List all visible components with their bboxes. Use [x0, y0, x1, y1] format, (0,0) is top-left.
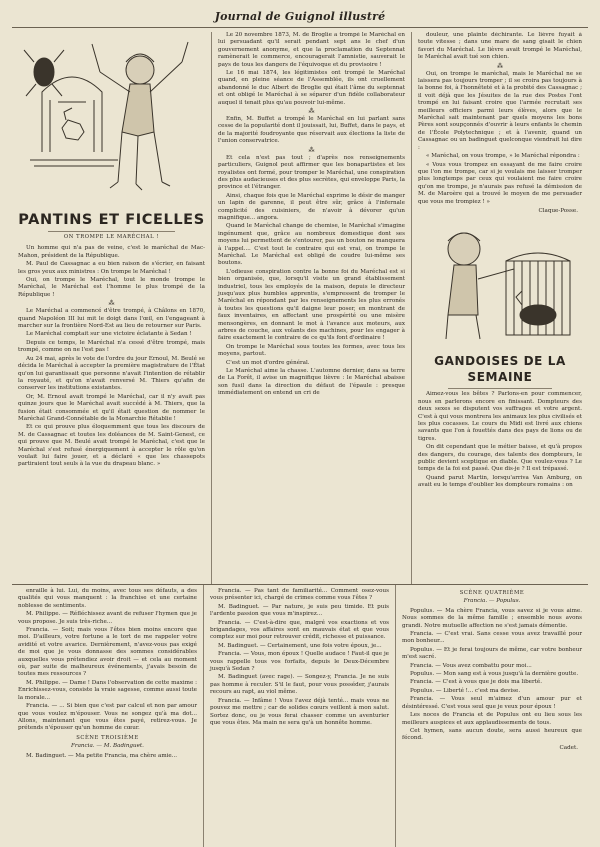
- paragraph: Au 24 mai, après le vote de l'ordre du jour Ernoul, M. Beulé se décida le Maréchal à accepter la première magistrature de l'État qu'on lui garantissait que personne n'avait l'intention de rétablir la royauté, et qu'on n'avait renversé M. Thiers qu'afin de conserver les institutions existantes.: [18, 355, 205, 392]
- paragraph: M. Philippe. — Réfléchissez avant de refuser l'hymen que je vous propose. Je suis très-riche...: [18, 611, 197, 625]
- top-section: [12, 32, 588, 585]
- asterism: ⁂: [108, 300, 115, 308]
- paragraph: Francia. — Vous avez combattu pour moi...: [410, 662, 532, 669]
- paragraph: C'est un mot d'ordre général.: [226, 359, 310, 366]
- paragraph: Enfin, M. Buffet a trompé le Maréchal en lui parlant sans cesse de la popularité dont il jouissait, lui, Buffet, dans le pays, et de la majorité foudroyante que réservait aux élections la liste de l'union conservatrice.: [218, 116, 405, 145]
- masthead: Journal de Guignol illustré: [12, 10, 588, 28]
- article-subhead: ON TROMPE LE MARÉCHAL !: [63, 234, 160, 240]
- author-signature: Cadet.: [559, 744, 578, 751]
- asterism: ⁂: [308, 146, 315, 154]
- bottom-column-3: [396, 585, 588, 847]
- paragraph: Francia. — ... Si bien que c'est par calcul et non par amour que vous voulez m'épouser. Vous ne songez qu'à ma dot... Allons, maintenant que vous êtes payé, retirez-vous. Je prétends n'épouser qu'un homme de cœur.: [18, 703, 197, 732]
- paragraph: M. Badinguet. — Certainement, une fois votre époux, je...: [218, 642, 382, 649]
- paragraph: Les noces de Francia et de Populus ont eu lieu sous les meilleurs auspices et aux applaudissements de tous.: [402, 712, 582, 726]
- paragraph: douleur, une plainte déchirante. Le lièvre fuyait à toute vitesse ; dans une mare de sang gisait le chien favori du Maréchal. Le lièvre avait trompé le Maréchal, le Maréchal avait tué son chien.: [418, 32, 582, 61]
- paragraph: Francia. — Soit; mais vous l'êtes bien moins encore que moi. D'ailleurs, votre fortune a le tort de me rappeler votre avidité et votre avarice. Dernièrement, n'avez-vous pas exigé de moi que je vous donnasse des sommes considérables auxquelles vous prétendiez avoir droit — et cela au moment où, par suite de malheureux événements, j'avais besoin de toutes mes ressources ?: [18, 627, 197, 678]
- paragraph: « Maréchal, on vous trompe, » le Maréchal répondra :: [426, 153, 580, 160]
- scene-heading: SCÈNE QUATRIÈME: [459, 590, 525, 596]
- article-title: PANTINS ET FICELLES: [18, 212, 205, 228]
- paragraph: On trompe le Maréchal sous toutes les formes, avec tous les moyens, partout.: [218, 343, 405, 358]
- paragraph: Or, M. Ernoul avait trompé le Maréchal, car il n'y avait pas quinze jours que le Maréchal avait succédé à M. Thiers, que la fusion était consommée et qu'il était question de nommer le Maréchal Grand-Connétable de la Monarchie Rétablie !: [18, 393, 205, 422]
- paragraph: Francia. — Vous, mon époux ! Quelle audace ! Faut-il que je vous rappelle tous vos forfaits, depuis le Deux-Décembre jusqu'à Sedan ?: [210, 651, 389, 673]
- paragraph: Populus. — Ma chère Francia, vous savez si je vous aime. Nous sommes de la même famille ; ensemble nous avons grandi. Notre mutuelle affection ne s'est jamais démentie.: [402, 607, 582, 629]
- paragraph: M. Badinguet. — Ma petite Francia, ma chère amie...: [26, 752, 178, 759]
- paragraph: Quand le Maréchal change de chemise, le Maréchal s'imagine ingénument que, grâce au nombreux domestique dont ses moyens lui permettent de s'entourer, pas un bouton ne manquera à l'appel.... C'est tout le contraire qui est vrai, on trompe le Maréchal. Le Maréchal est obligé de coudre lui-même ses boutons.: [218, 223, 405, 267]
- paragraph: On dit cependant que le métier baisse, et qu'à propos des dangers, du courage, des talents des dompteurs, le public devient sceptique en diable. Que voulez-vous ? Le temps de la foi est passé. Que dis-je ? Il est trépassé.: [418, 444, 582, 473]
- paragraph: « Vous vous trompez en essayant de me faire croire que l'on me trompe, car si je voulais me laisser tromper plus longtemps par ceux qui voulaient me faire croire qu'on me trompe, je n'aurais pas refusé la démission de M. de Maroère qui a trouvé le moyen de me persuader que vous me trompiez ! »: [418, 161, 582, 205]
- asterism: ⁂: [308, 108, 315, 116]
- bottom-column-2: [204, 585, 396, 847]
- bottom-column-1: [12, 585, 204, 847]
- paragraph: Francia. — C'est-à-dire que, malgré vos exactions et vos brigandages, vos affaires sont en mauvais état et que vous comptez sur moi pour retrouver crédit, richesse et puissance.: [210, 619, 389, 641]
- paragraph: Aimez-vous les bêtes ? Parlons-en pour commencer, nous en parlerons encore en finissant. Dompteurs des deux sexes se disputent vos suffrages et votre argent. C'est à qui vous montrera les animaux les plus civilisés et les plus cocasses. Le cours du Midi est livré aux chiens savants que l'on à fouettés dans des pays de lions ou de tigres.: [418, 391, 582, 442]
- paragraph: M. Paul de Cassagnac a eu bien raison de s'écrier, en faisant les gros yeux aux ministres : On trompe le Maréchal !: [18, 261, 205, 275]
- paragraph: Le Maréchal comptait sur une victoire éclatante à Sedan !: [26, 331, 192, 338]
- marionette-caricature-illustration: [22, 32, 202, 204]
- paragraph: Francia. — C'est à vous que je dois ma liberté.: [410, 679, 542, 686]
- paragraph: Populus. — Liberté !... c'est ma devise.: [410, 687, 521, 694]
- paragraph: Francia. — Vous seul m'aimez d'un amour pur et désintéressé. C'est vous seul que je veux pour époux !: [402, 696, 582, 710]
- paragraph: Le 16 mai 1874, les légitimistes ont trompé le Maréchal quand, en pleine séance de l'Assemblée, ils ont cruellement abandonné le duc Albert de Broglie qui était l'âme du septennat et ont obligé le Maréchal à se séparer d'un fidèle collaborateur auquel il tenait plus qu'au pouvoir lui-même.: [218, 70, 405, 106]
- asterism: ⁂: [497, 62, 503, 70]
- title-rule: [448, 388, 552, 389]
- paragraph: Quand parut Martin, lorsqu'arriva Van Amburg, on avait eu le temps d'oublier les dompteurs romains : on: [418, 474, 582, 489]
- paragraph: Populus. — Et je ferai toujours de même, car votre bonheur m'est sacré.: [402, 646, 582, 661]
- paragraph: M. Badinguet. — Par nature, je suis peu timide. Et puis l'ardente passion que vous m'inspirez...: [210, 603, 389, 618]
- paragraph: L'odieuse conspiration contre la bonne foi du Maréchal est si bien organisée, que, lorsqu'il visite un grand établissement industriel, tous les employés de la maison, depuis le directeur jusqu'aux plus humbles apprentis, s'empressent de tromper le Maréchal en répondant par les renseignements les plus erronés à toutes les questions qu'il daigne leur poser, en montrant de faux inventaires, en affectant une prospérité ou une misère mensongères, en donnant le mot à l'avance aux moteurs, aux arbres de couche, aux volants des machines, pour les engager à faire exactement le contraire de ce qu'ils font d'ordinaire !: [218, 268, 405, 342]
- paragraph: Francia. — C'est vrai. Sans cesse vous avez travaillé pour mon bonheur...: [402, 631, 582, 645]
- paragraph: Et cela n'est pas tout ; d'après nos renseignements particuliers, Guignol peut affirmer que les bonapartistes et les royalistes ont formé, pour tromper le Maréchal, une conspiration des plus audacieuses et des plus secrètes, qui enveloppe Paris, la province et l'étranger.: [218, 154, 405, 191]
- paragraph: Le 20 novembre 1873, M. de Broglie a trompé le Maréchal en lui persuadant qu'il serait pendant sept ans le chef d'un gouvernement anonyme, et que la proclamation du Septennat ramènerait le commerce, encouragerait l'amnistie, sauverait le pays de tous les dangers de l'équivoque et du provisoire !: [218, 32, 405, 68]
- column-3: [412, 32, 588, 584]
- paragraph: enraille à lui. Lui, du moins, avec tous ses défauts, a des qualités qui vous manquent : la franchise et une certaine noblesse de sentiments.: [18, 588, 197, 609]
- paragraph: Un homme qui n'a pas de veine, c'est le maréchal de Mac-Mahon, président de la République.: [18, 245, 205, 259]
- paragraph: Francia. — Pas tant de familiarité... Comment osez-vous vous présenter ici, chargé de crimes comme vous l'êtes ?: [210, 588, 389, 602]
- section-title: GANDOISES DE LA SEMAINE: [434, 354, 566, 385]
- column-2: [212, 32, 412, 584]
- paragraph: Populus. — Mon sang est à vous jusqu'à la dernière goutte.: [410, 671, 579, 678]
- paragraph: M. Philippe. — Dame ! Dans l'observation de cette maxime : Enrichissez-vous, consiste la vraie sagesse, comme aussi toute la morale...: [18, 679, 197, 701]
- lion-tamer-caricature-illustration: [418, 219, 582, 345]
- scene-characters: Francia. — Populus.: [463, 598, 521, 605]
- paragraph: Oui, on trompe le maréchal, mais le Maréchal ne se laissera pas toujours tromper ; il se croira pas toujours à la bonne foi, à l'honnêteté et à la probité des Cassagnac ; il voit déjà que les Jésuites de la rue des Postes l'ont trompé en lui faisant croire que l'armée recrutait ses meilleurs officiers parmi leurs élèves, alors que le Maréchal sait maintenant par quels moyens les bons Pères sont soupçonnés d'ouvrir à leurs enfants le chemin de l'École Polytechnique ; et à l'avenir, quand un Cassagnac ou un badinguet quelconque viendrait lui dire :: [418, 70, 582, 151]
- paragraph: Oui, on trompe le Maréchal, tout le monde trompe le Maréchal, le Maréchal est l'homme le plus trompé de la République !: [18, 277, 205, 298]
- column-1: [12, 32, 212, 584]
- paragraph: Ainsi, chaque fois que le Maréchal exprime le désir de manger un lapin de garenne, il peut être sûr, grâce à l'infernale complicité des cuisiniers, de n'avoir à dévorer qu'un magnifique... angora.: [218, 192, 405, 221]
- title-rule: [48, 231, 175, 232]
- author-signature: Claque-Posse.: [538, 207, 578, 214]
- paragraph: Francia. — Infâme ! Vous l'avez déjà tenté... mais vous ne pouvez me mettre ; car de solides cœurs veillent à mon salut. Sortez donc, ou je vous ferai chasser comme un aventurier que vous êtes. Ma main ne sera qu'à un honnête homme.: [210, 697, 389, 726]
- paragraph: Et ce qui prouve plus éloquemment que tous les discours de M. de Cassagnac et toutes les doléances de M. Saint-Genest, ce qui prouve que M. Beulé avait trompé le Maréchal, c'est que le Maréchal s'est refusé énergiquement à accepter le rôle qu'on voulait lui faire jouer, et a déclaré « que les chassepots partiraient tout seuls à la vue du drapeau blanc. »: [18, 424, 205, 468]
- scene-characters: Francia. — M. Badinguet.: [71, 743, 144, 750]
- paragraph: Le Maréchal a commencé d'être trompé, à Châlons en 1870, quand Napoléon III lui mit le doigt dans l'œil, en l'engageant à marcher sur la frontière Nord-Est au lieu de retourner sur Paris.: [18, 308, 205, 330]
- scene-heading: SCÈNE TROISIÈME: [76, 734, 139, 741]
- paragraph: Le Maréchal aime la chasse. L'automne dernier, dans sa terre de La Forêt, il avise un magnifique lièvre : le Maréchal abaisse son fusil dans la direction du défaut de l'épaule : presque immédiatement on entend un cri de: [218, 368, 405, 397]
- paragraph: M. Badinguet (avec rage). — Songez-y, Francia. Je ne suis pas homme à reculer. S'il le faut, pour vous posséder, j'aurais recours au rapt, au viol même.: [210, 674, 389, 696]
- paragraph: Cet hymen, sans aucun doute, sera aussi heureux que fécond.: [402, 727, 582, 742]
- paragraph: Depuis ce temps, le Maréchal n'a cessé d'être trompé, mais trompé, comme on ne l'est pas !: [18, 339, 205, 354]
- bottom-section: [12, 585, 588, 847]
